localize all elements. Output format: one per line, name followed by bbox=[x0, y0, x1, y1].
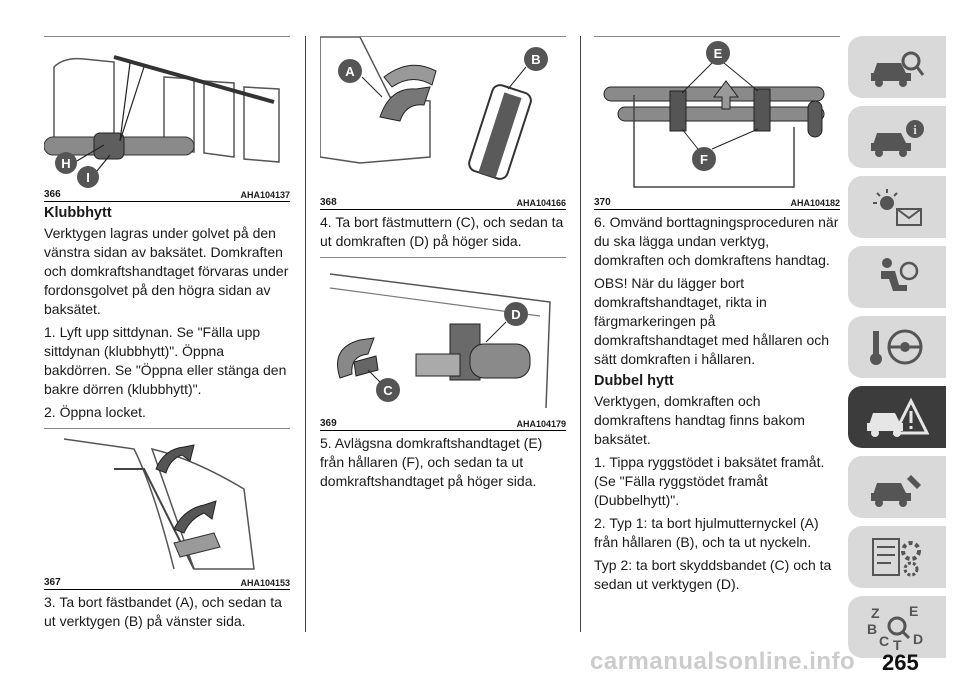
car-service-icon bbox=[867, 465, 927, 509]
tab-car-warning[interactable] bbox=[848, 386, 946, 448]
seat-airbag-icon bbox=[867, 255, 927, 299]
figure-number: 369 bbox=[320, 418, 337, 429]
svg-text:i: i bbox=[913, 122, 917, 137]
column-divider bbox=[580, 36, 581, 632]
section-heading: Klubbhytt bbox=[44, 205, 112, 221]
paragraph: 5. Avlägsna domkraftshandtaget (E) från hållaren (F), och sedan ta ut domkraftshandtaget på höger sida. bbox=[320, 435, 543, 489]
figure-number: 366 bbox=[44, 189, 61, 200]
index-letter: C bbox=[879, 633, 890, 649]
figure-caption bbox=[44, 577, 290, 590]
alphabet-index-icon bbox=[865, 602, 929, 652]
tab-car-service[interactable] bbox=[848, 456, 946, 518]
lights-mail-icon bbox=[867, 185, 927, 229]
tab-car-info[interactable] bbox=[848, 106, 946, 168]
figure-number: 370 bbox=[594, 197, 611, 208]
figure-label-a: A bbox=[345, 64, 355, 79]
tab-settings-list[interactable] bbox=[848, 526, 946, 588]
figure-code: AHA104166 bbox=[516, 198, 566, 208]
paragraph: Verktygen lagras under golvet på den vänstra sidan av baksätet. Domkraften och domkraftshandtaget förvaras under fordonsgolvet på den högra sidan av baksätet. bbox=[44, 225, 289, 317]
figure-caption bbox=[320, 418, 566, 431]
paragraph: Typ 2: ta bort skyddsbandet (C) och ta sedan ut verktygen (D). bbox=[594, 557, 832, 592]
index-letter: Z bbox=[871, 605, 880, 621]
column-2 bbox=[320, 36, 566, 495]
page-number: 265 bbox=[882, 650, 919, 675]
paragraph: 4. Ta bort fästmuttern (C), och sedan ta ut domkraften (D) på höger sida. bbox=[320, 214, 564, 249]
tab-alphabet-index[interactable] bbox=[848, 596, 946, 658]
figure-label-b: B bbox=[531, 52, 541, 67]
jack-removal-illustration bbox=[320, 258, 566, 418]
column-3 bbox=[594, 36, 840, 598]
key-steering-icon bbox=[867, 325, 927, 369]
figure-label-h: H bbox=[61, 156, 71, 171]
index-letter: B bbox=[867, 621, 878, 637]
figure-369 bbox=[320, 257, 566, 418]
figure-code: AHA104179 bbox=[516, 419, 566, 429]
figure-370 bbox=[594, 36, 840, 197]
paragraph: 2. Öppna locket. bbox=[44, 404, 146, 420]
paragraph: OBS! När du lägger bort domkraftshandtaget, rikta in färgmarkeringen på domkraftshandtaget med hållaren och sätt domkraften i hållaren. bbox=[594, 275, 830, 367]
paragraph: 6. Omvänd borttagningsproceduren när du ska lägga undan verktyg, domkraften och domkraftens handtag. bbox=[594, 214, 839, 268]
jack-nut-illustration bbox=[320, 37, 566, 197]
car-info-icon bbox=[867, 115, 927, 159]
paragraph: Verktygen, domkraften och domkraftens handtag finns bakom baksätet. bbox=[594, 393, 805, 447]
jack-handle-illustration bbox=[594, 37, 840, 197]
tab-key-steering[interactable] bbox=[848, 316, 946, 378]
figure-code: AHA104137 bbox=[240, 190, 290, 200]
figure-caption bbox=[594, 197, 840, 210]
tab-seat-airbag[interactable] bbox=[848, 246, 946, 308]
figure-number: 367 bbox=[44, 577, 61, 588]
tool-storage-illustration bbox=[44, 37, 290, 189]
figure-code: AHA104153 bbox=[240, 578, 290, 588]
figure-code: AHA104182 bbox=[790, 198, 840, 208]
settings-list-icon bbox=[867, 535, 927, 579]
section-heading: Dubbel hytt bbox=[594, 373, 674, 389]
paragraph: 2. Typ 1: ta bort hjulmutternyckel (A) från hållaren (B), och ta ut nyckeln. bbox=[594, 515, 819, 550]
tab-lights-mail[interactable] bbox=[848, 176, 946, 238]
column-divider bbox=[305, 36, 306, 632]
car-warning-icon bbox=[865, 395, 929, 439]
index-letter: D bbox=[913, 631, 924, 647]
figure-366 bbox=[44, 36, 290, 189]
figure-caption bbox=[320, 197, 566, 210]
figure-number: 368 bbox=[320, 197, 337, 208]
paragraph: 1. Tippa ryggstödet i baksätet framåt. (Se "Fälla ryggstödet framåt (Dubbelhytt)". bbox=[594, 454, 825, 508]
paragraph: 3. Ta bort fästbandet (A), och sedan ta ut verktygen (B) på vänster sida. bbox=[44, 594, 282, 629]
figure-caption bbox=[44, 189, 290, 202]
index-letter: T bbox=[893, 637, 902, 652]
figure-label-i: I bbox=[86, 170, 90, 185]
column-1 bbox=[44, 36, 290, 635]
figure-label-f: F bbox=[700, 152, 708, 167]
figure-label-c: C bbox=[383, 383, 393, 398]
figure-label-e: E bbox=[713, 46, 723, 61]
figure-368 bbox=[320, 36, 566, 197]
index-letter: E bbox=[909, 603, 919, 619]
tab-car-search[interactable] bbox=[848, 36, 946, 98]
paragraph: 1. Lyft upp sittdynan. Se "Fälla upp sittdynan (klubbhytt)". Öppna bakdörren. Se "Öppna eller stänga den bakre dörren (klubbhytt)". bbox=[44, 324, 287, 397]
figure-367 bbox=[44, 428, 290, 577]
watermark: carmanualsonline.info bbox=[590, 648, 856, 675]
car-search-icon bbox=[867, 45, 927, 89]
chapter-sidebar bbox=[848, 36, 946, 666]
figure-label-d: D bbox=[511, 307, 521, 322]
lid-illustration bbox=[44, 429, 290, 577]
